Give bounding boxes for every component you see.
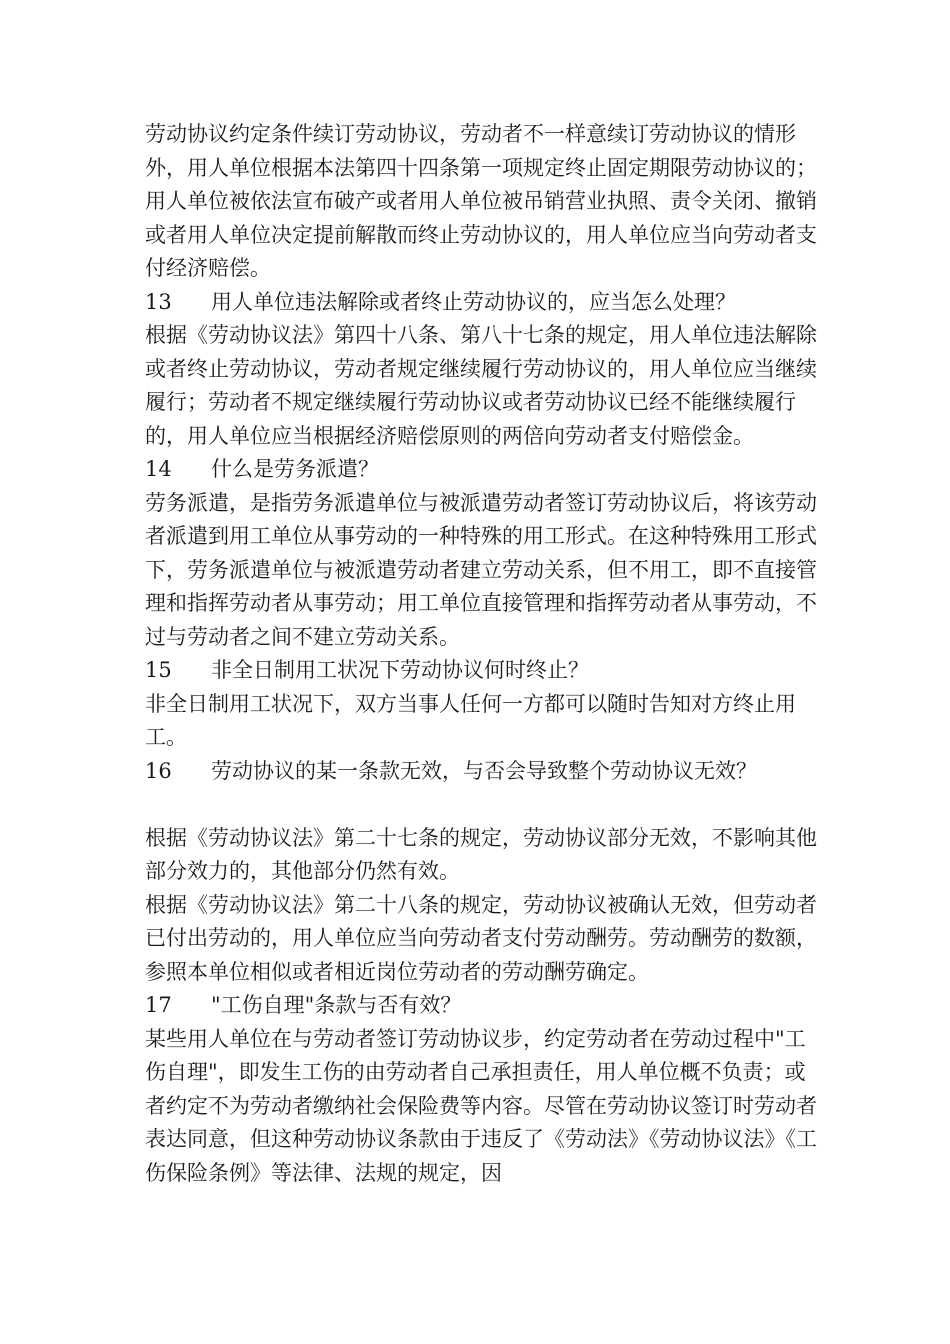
question-heading (145, 453, 825, 487)
question-text: 什么是劳务派遣？ (211, 457, 379, 481)
question-number: 13 (145, 289, 172, 314)
question-heading (145, 755, 825, 789)
paragraph: 根据《劳动协议法》第四十八条、第八十七条的规定，用人单位违法解除或者终止劳动协议，劳动者规定继续履行劳动协议的，用人单位应当继续履行；劳动者不规定继续履行劳动协议或者劳动协议已经不能继续履行的，用人单位应当根据经济赔偿原则的两倍向劳动者支付赔偿金。 (145, 323, 817, 448)
question-heading (145, 654, 825, 688)
paragraph: 劳动协议约定条件续订劳动协议，劳动者不一样意续订劳动协议的情形外，用人单位根据本法第四十四条第一项规定终止固定期限劳动协议的；用人单位被依法宣布破产或者用人单位被吊销营业执照、责令关闭、撤销或者用人单位决定提前解散而终止劳动协议的，用人单位应当向劳动者支付经济赔偿。 (145, 122, 817, 280)
question-text: "工伤自理"条款与否有效？ (211, 993, 462, 1017)
question-number: 16 (145, 758, 172, 783)
question-heading (145, 286, 825, 320)
paragraph: 根据《劳动协议法》第二十八条的规定，劳动协议被确认无效，但劳动者已付出劳动的，用人单位应当向劳动者支付劳动酬劳。劳动酬劳的数额，参照本单位相似或者相近岗位劳动者的劳动酬劳确定。 (145, 892, 817, 984)
question-number: 15 (145, 658, 172, 682)
question-text: 用人单位违法解除或者终止劳动协议的，应当怎么处理？ (211, 289, 736, 314)
question-number: 17 (145, 993, 172, 1017)
paragraph: 非全日制用工状况下，双方当事人任何一方都可以随时告知对方终止用工。 (145, 691, 796, 749)
question-number: 14 (145, 457, 172, 481)
paragraph: 某些用人单位在与劳动者签订劳动协议步，约定劳动者在劳动过程中"工伤自理"，即发生工伤的由劳动者自己承担责任，用人单位概不负责；或者约定不为劳动者缴纳社会保险费等内容。尽管在劳动协议签订时劳动者表达同意，但这种劳动协议条款由于违反了《劳动法》《劳动协议法》《工伤保险条例》等法律、法规的规定，因 (145, 1026, 817, 1185)
document-body (145, 118, 825, 1190)
question-text: 劳动协议的某一条款无效，与否会导致整个劳动协议无效？ (211, 758, 757, 783)
question-heading (145, 989, 825, 1023)
paragraph: 根据《劳动协议法》第二十七条的规定，劳动协议部分无效，不影响其他部分效力的，其他部分仍然有效。 (145, 825, 817, 883)
question-text: 非全日制用工状况下劳动协议何时终止？ (211, 658, 589, 682)
paragraph: 劳务派遣，是指劳务派遣单位与被派遣劳动者签订劳动协议后，将该劳动者派遣到用工单位从事劳动的一种特殊的用工形式。在这种特殊用工形式下，劳务派遣单位与被派遣劳动者建立劳动关系，但不用工，即不直接管理和指挥劳动者从事劳动；用工单位直接管理和指挥劳动者从事劳动，不过与劳动者之间不建立劳动关系。 (145, 490, 817, 649)
blank-line (145, 788, 825, 822)
